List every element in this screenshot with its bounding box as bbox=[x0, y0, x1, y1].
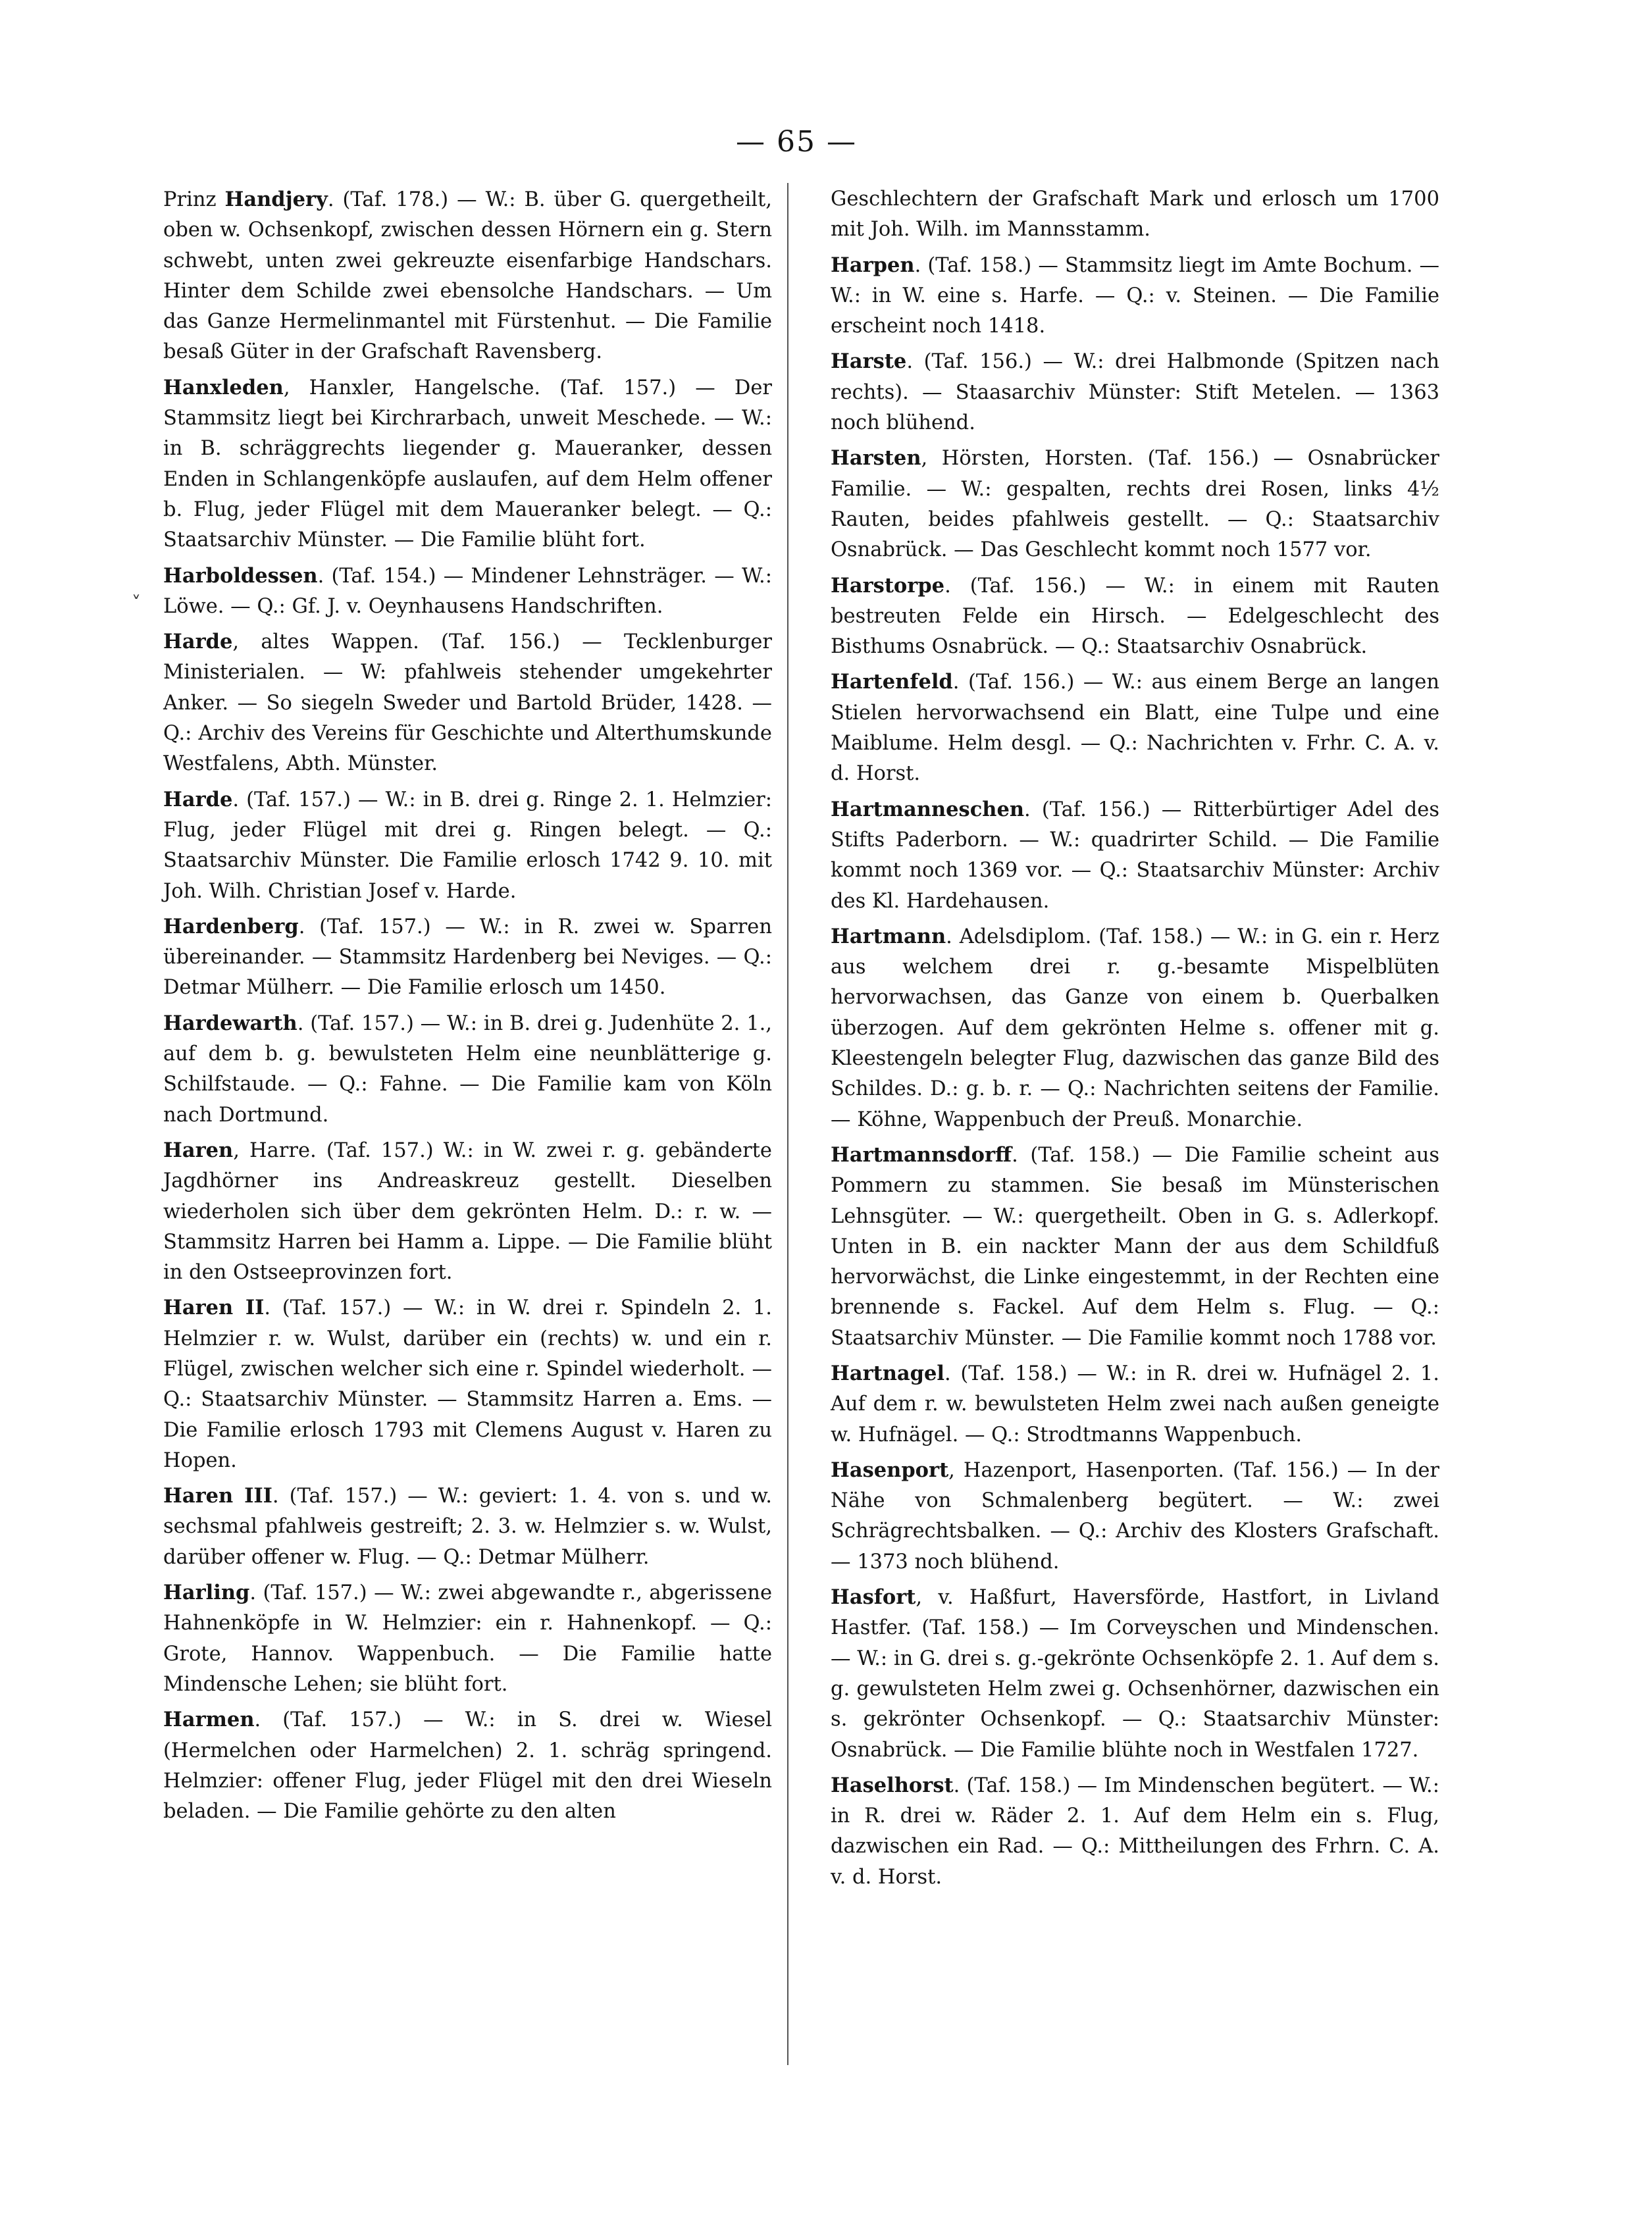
column-divider bbox=[787, 183, 788, 2065]
entry-text: . (Taf. 178.) — W.: B. über G. quergetheilt, oben w. Ochsenkopf, zwischen dessen Hörnern ein g. Stern schwebt, unten zwei gekreuzte eisenfarbige Handschars. Hinter dem Schilde zwei ebensolche Handschars. — Um das Ganze Hermelinmantel mit Fürstenhut. — Die Familie besaß Güter in der Grafschaft Ravensberg. bbox=[163, 188, 772, 364]
entry-text: . (Taf. 158.) — W.: in R. drei w. Hufnägel 2. 1. Auf dem r. w. bewulsteten Helm zwei nach außen geneigte w. Hufnägel. — Q.: Strodtmanns Wappenbuch. bbox=[831, 1362, 1439, 1446]
entry-text: . (Taf. 156.) — W.: aus einem Berge an langen Stielen hervorwachsend ein Blatt, eine Tulpe und eine Maiblume. Helm desgl. — Q.: Nachrichten v. Frhr. C. A. v. d. Horst. bbox=[831, 671, 1439, 786]
entry-text: . (Taf. 156.) — Ritterbürtiger Adel des Stifts Paderborn. — W.: quadrirter Schild. — Die Familie kommt noch 1369 vor. — Q.: Staatsarchiv Münster: Archiv des Kl. Hardehausen. bbox=[831, 798, 1439, 913]
entry bbox=[163, 1135, 772, 1288]
entry-head: Harste bbox=[831, 349, 907, 374]
entry bbox=[831, 1455, 1439, 1577]
entry bbox=[831, 571, 1439, 663]
entry bbox=[831, 346, 1439, 438]
entry-head: Haren bbox=[163, 1138, 234, 1162]
entry-head: Harling bbox=[163, 1581, 250, 1605]
entry bbox=[163, 911, 772, 1004]
entry-head: Harstorpe bbox=[831, 573, 945, 598]
entry-head: Hartnagel bbox=[831, 1361, 944, 1385]
margin-mark: ˅ bbox=[132, 592, 141, 614]
entry-head: Haselhorst bbox=[831, 1773, 954, 1797]
entry-head: Harmen bbox=[163, 1708, 255, 1732]
entry-text: , Hanxler, Hangelsche. (Taf. 157.) — Der Stammsitz liegt bei Kirchrarbach, unweit Meschede. — W.: in B. schräggrechts liegender g. Maueranker, dessen Enden in Schlangenköpfe auslaufen, auf dem Helm offener b. Flug, jeder Flügel mit dem Maueranker belegt. — Q.: Staatsarchiv Münster. — Die Familie blüht fort. bbox=[163, 376, 772, 552]
entry-head: Haren III bbox=[163, 1484, 272, 1508]
entry-text: . (Taf. 157.) — W.: in R. zwei w. Sparren übereinander. — Stammsitz Hardenberg bei Neviges. — Q.: Detmar Mülherr. — Die Familie erlosch um 1450. bbox=[163, 915, 772, 1000]
entry-head: Handjery bbox=[224, 188, 328, 211]
entry bbox=[163, 627, 772, 779]
entry-head: Hardenberg bbox=[163, 914, 299, 938]
entry bbox=[831, 1770, 1439, 1893]
entry-head: Haren II bbox=[163, 1296, 265, 1320]
entry bbox=[163, 1292, 772, 1476]
entry bbox=[831, 184, 1439, 245]
entry bbox=[163, 1704, 772, 1827]
right-column bbox=[831, 184, 1439, 1897]
entry-text: . Adelsdiplom. (Taf. 158.) — W.: in G. ein r. Herz aus welchem drei r. g.-besamte Mispelblüten hervorwachsen, das Ganze von einem b. Querbalken überzogen. Auf dem gekrönten Helme s. offener mit g. Kleestengeln belegter Flug, dazwischen das ganze Bild des Schildes. D.: g. b. r. — Q.: Nachrichten seitens der Familie. — Köhne, Wappenbuch der Preuß. Monarchie. bbox=[831, 925, 1439, 1131]
entry-head: Hartmann bbox=[831, 924, 946, 948]
entry bbox=[163, 372, 772, 556]
entry-text: . (Taf. 156.) — W.: drei Halbmonde (Spitzen nach rechts). — Staasarchiv Münster: Stift Metelen. — 1363 noch blühend. bbox=[831, 350, 1439, 435]
entry-head: Hartenfeld bbox=[831, 670, 953, 694]
entry-text: , altes Wappen. (Taf. 156.) — Tecklenburger Ministerialen. — W: pfahlweis stehender umgekehrter Anker. — So siegeln Sweder und Bartold Brüder, 1428. — Q.: Archiv des Vereins für Geschichte und Alterthumskunde Westfalens, Abth. Münster. bbox=[163, 630, 772, 776]
entry bbox=[163, 1008, 772, 1131]
entry bbox=[163, 1577, 772, 1700]
entry-head: Harpen bbox=[831, 253, 915, 277]
entry-head: Hardewarth bbox=[163, 1011, 297, 1035]
entry bbox=[831, 921, 1439, 1135]
left-column bbox=[163, 184, 772, 1831]
entry-text: . (Taf. 156.) — W.: in einem mit Rauten bestreuten Felde ein Hirsch. — Edelgeschlecht des Bisthums Osnabrück. — Q.: Staatsarchiv Osnabrück. bbox=[831, 574, 1439, 659]
entry-head: Hasfort bbox=[831, 1585, 916, 1610]
entry bbox=[831, 667, 1439, 789]
entry bbox=[831, 1358, 1439, 1450]
entry-head: Hartmanneschen bbox=[831, 797, 1025, 821]
page-number: — 65 — bbox=[736, 125, 857, 159]
entry-text: , Hörsten, Horsten. (Taf. 156.) — Osnabrücker Familie. — W.: gespalten, rechts drei Rosen, links 4½ Rauten, beides pfahlweis gestellt. — Q.: Staatsarchiv Osnabrück. — Das Geschlecht kommt noch 1577 vor. bbox=[831, 447, 1439, 562]
entry-text: , Hazenport, Hasenporten. (Taf. 156.) — In der Nähe von Schmalenberg begütert. — W.: zwei Schrägrechtsbalken. — Q.: Archiv des Klosters Grafschaft. — 1373 noch blühend. bbox=[831, 1458, 1439, 1573]
entry bbox=[163, 184, 772, 368]
entry-head: Hartmannsdorff bbox=[831, 1142, 1012, 1167]
entry bbox=[163, 1481, 772, 1573]
entry-text: Geschlechtern der Grafschaft Mark und erlosch um 1700 mit Joh. Wilh. im Mannsstamm. bbox=[831, 188, 1439, 242]
entry bbox=[831, 794, 1439, 917]
entry-head: Hanxleden bbox=[163, 375, 284, 399]
entry-text: . (Taf. 157.) — W.: geviert: 1. 4. von s. und w. sechsmal pfahlweis gestreift; 2. 3. w. Helmzier s. w. Wulst, darüber offener w. Flug. — Q.: Detmar Mülherr. bbox=[163, 1485, 772, 1569]
entry bbox=[831, 1582, 1439, 1766]
entry bbox=[831, 1140, 1439, 1354]
entry-prefix: Prinz bbox=[163, 188, 225, 211]
entry bbox=[831, 443, 1439, 565]
entry-text: , Harre. (Taf. 157.) W.: in W. zwei r. g. gebänderte Jagdhörner ins Andreaskreuz gestellt. Dieselben wiederholen sich über dem gekrönten Helm. D.: r. w. — Stammsitz Harren bei Hamm a. Lippe. — Die Familie blüht in den Ostseeprovinzen fort. bbox=[163, 1138, 772, 1285]
entry-text: . (Taf. 157.) — W.: in W. drei r. Spindeln 2. 1. Helmzier r. w. Wulst, darüber ein (rechts) w. und ein r. Flügel, zwischen welcher sich eine r. Spindel wiederholt. — Q.: Staatsarchiv Münster. — Stammsitz Harren a. Ems. — Die Familie erlosch 1793 mit Clemens August v. Haren zu Hopen. bbox=[163, 1296, 772, 1472]
entry-head: Harde bbox=[163, 787, 233, 811]
entry-head: Harsten bbox=[831, 446, 921, 471]
entry-head: Hasenport bbox=[831, 1458, 949, 1482]
entry-text: . (Taf. 158.) — Stammsitz liegt im Amte Bochum. — W.: in W. eine s. Harfe. — Q.: v. Steinen. — Die Familie erscheint noch 1418. bbox=[831, 253, 1439, 338]
entry bbox=[163, 561, 772, 623]
entry-text: . (Taf. 157.) — W.: in B. drei g. Ringe 2. 1. Helmzier: Flug, jeder Flügel mit drei g. Ringen belegt. — Q.: Staatsarchiv Münster. Die Familie erlosch 1742 9. 10. mit Joh. Wilh. Christian Josef v. Harde. bbox=[163, 788, 772, 903]
entry-text: , v. Haßfurt, Haversförde, Hastfort, in Livland Hastfer. (Taf. 158.) — Im Corveyschen und Mindenschen. — W.: in G. drei s. g.-gekrönte Ochsenköpfe 2. 1. Auf dem s. g. gewulsteten Helm zwei g. Ochsenhörner, dazwischen ein s. gekrönter Ochsenkopf. — Q.: Staatsarchiv Münster: Osnabrück. — Die Familie blühte noch in Westfalen 1727. bbox=[831, 1586, 1439, 1762]
entry-text: . (Taf. 157.) — W.: zwei abgewandte r., abgerissene Hahnenköpfe in W. Helmzier: ein r. Hahnenkopf. — Q.: Grote, Hannov. Wappenbuch. — Die Familie hatte Mindensche Lehen; sie blüht fort. bbox=[163, 1581, 772, 1696]
entry-head: Harboldessen bbox=[163, 563, 318, 588]
entry bbox=[163, 784, 772, 907]
entry-text: . (Taf. 158.) — Im Mindenschen begütert. — W.: in R. drei w. Räder 2. 1. Auf dem Helm ein s. Flug, dazwischen ein Rad. — Q.: Mittheilungen des Frhrn. C. A. v. d. Horst. bbox=[831, 1774, 1439, 1889]
entry-text: . (Taf. 157.) — W.: in B. drei g. Judenhüte 2. 1., auf dem b. g. bewulsteten Helm eine neunblätterige g. Schilfstaude. — Q.: Fahne. — Die Familie kam von Köln nach Dortmund. bbox=[163, 1011, 772, 1127]
entry-text: . (Taf. 158.) — Die Familie scheint aus Pommern zu stammen. Sie besaß im Münsterischen Lehnsgüter. — W.: quergetheilt. Oben in G. s. Adlerkopf. Unten in B. ein nackter Mann der aus dem Schildfuß hervorwächst, die Linke eingestemmt, in der Rechten eine brennende s. Fackel. Auf dem Helm s. Flug. — Q.: Staatsarchiv Münster. — Die Familie kommt noch 1788 vor. bbox=[831, 1143, 1439, 1350]
entry-head: Harde bbox=[163, 630, 233, 654]
entry bbox=[831, 250, 1439, 342]
entry-text: . (Taf. 157.) — W.: in S. drei w. Wiesel (Hermelchen oder Harmelchen) 2. 1. schräg springend. Helmzier: offener Flug, jeder Flügel mit den drei Wieseln beladen. — Die Familie gehörte zu den alten bbox=[163, 1708, 772, 1824]
entry-text: . (Taf. 154.) — Mindener Lehnsträger. — W.: Löwe. — Q.: Gf. J. v. Oeynhausens Handschriften. bbox=[163, 564, 772, 618]
